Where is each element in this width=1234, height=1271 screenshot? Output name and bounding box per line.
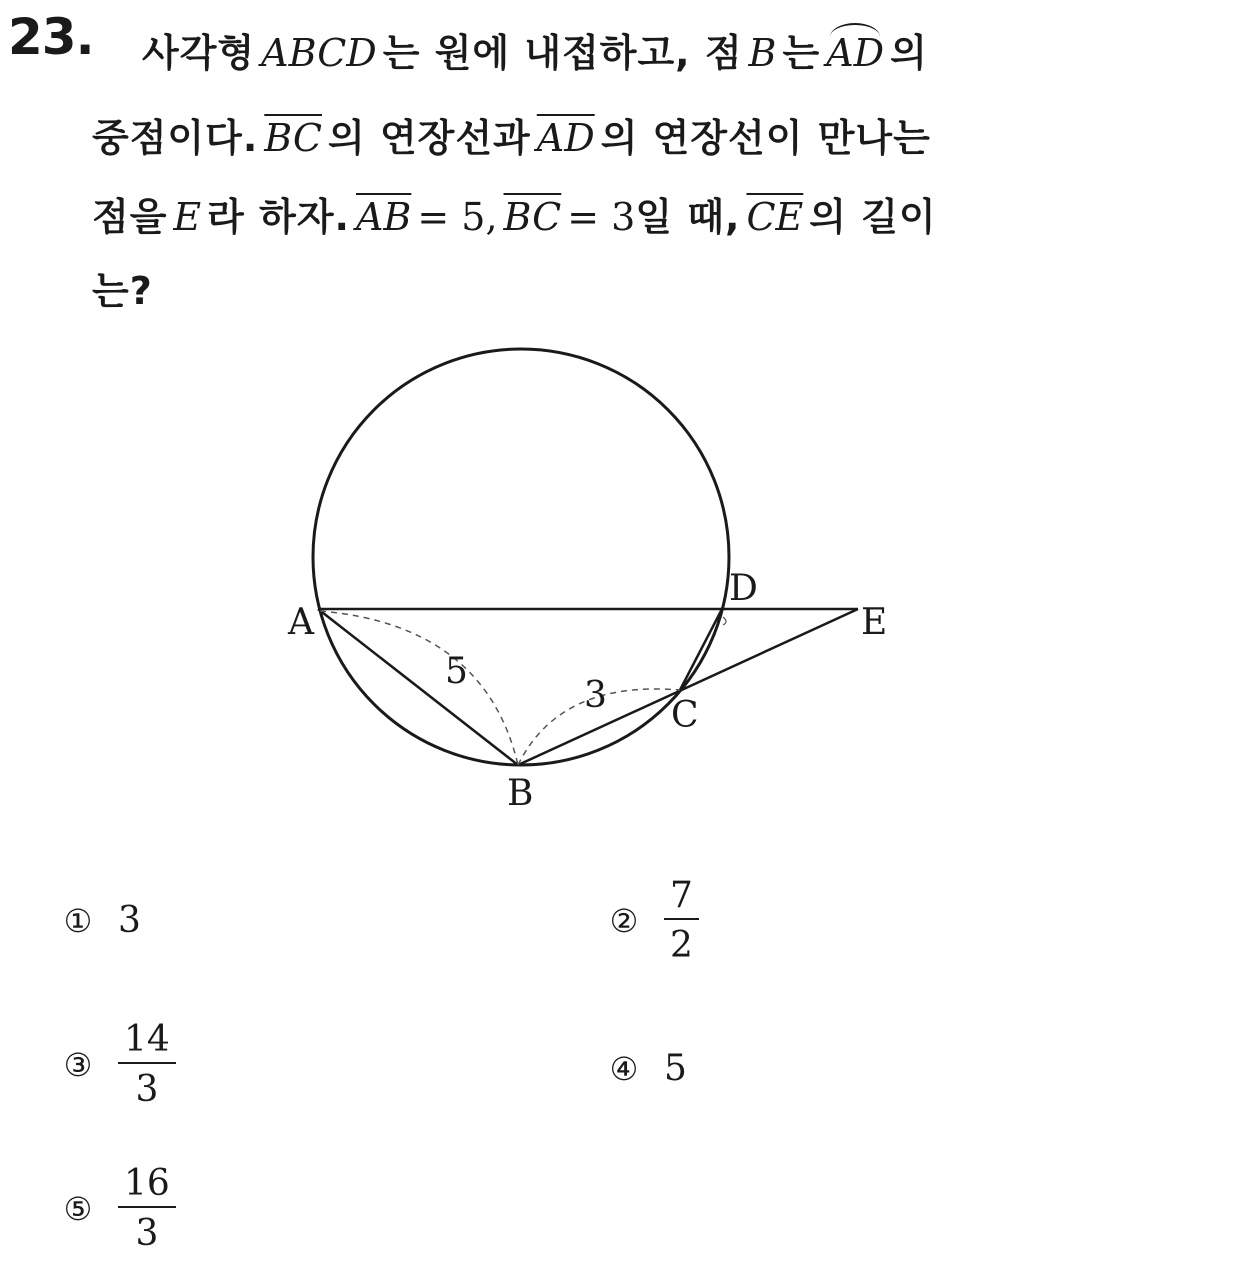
choice-marker: ⑤ — [63, 1189, 93, 1228]
angle-mark-d — [723, 617, 726, 625]
question-text: 의 길이 — [809, 195, 937, 239]
fraction-numerator: 14 — [118, 1020, 176, 1064]
choice-5[interactable] — [58, 1164, 176, 1253]
label-e: E — [861, 602, 888, 643]
segment-ab — [318, 609, 518, 765]
label-a: A — [288, 602, 314, 643]
question-number: 23. — [8, 8, 94, 66]
choice-fraction — [118, 1020, 176, 1109]
question-text: 점을 — [92, 195, 168, 239]
choice-value: 5 — [664, 1048, 687, 1089]
fraction-numerator: 16 — [118, 1164, 176, 1208]
choice-3[interactable] — [58, 1020, 176, 1109]
math-segment-ad: $\overline{AD}$ — [536, 116, 595, 160]
choice-marker: ④ — [609, 1049, 639, 1088]
fraction-denominator: 3 — [135, 1212, 159, 1254]
choice-4[interactable] — [604, 1048, 687, 1089]
label-c: C — [671, 695, 699, 736]
circle — [313, 349, 729, 765]
math-segment-bc: $\overline{BC}$ — [503, 195, 562, 239]
math-point-b: B — [748, 31, 777, 75]
question-text: 는 — [782, 31, 821, 75]
choice-1[interactable] — [58, 900, 141, 941]
choice-2[interactable] — [604, 876, 699, 965]
length-label-ab: 5 — [445, 651, 468, 692]
question-text: 의 — [890, 31, 928, 75]
question-line-4: 는? — [92, 269, 153, 313]
segment-be — [518, 609, 858, 765]
math-equals-5: = 5, — [417, 195, 498, 239]
fraction-numerator: 7 — [664, 876, 699, 920]
question-text: 사각형 — [142, 31, 256, 75]
math-segment-bc: $\overline{BC}$ — [264, 116, 322, 160]
segment-dc — [680, 609, 722, 690]
choice-marker: ③ — [63, 1045, 93, 1084]
math-arc-ad: AD — [826, 31, 885, 75]
question-text: 는 원에 내접하고, 점 — [382, 31, 743, 75]
math-segment-ce: $\overline{CE}$ — [746, 195, 804, 239]
choice-fraction — [118, 1164, 176, 1253]
math-point-e: E — [173, 195, 202, 239]
label-b: B — [507, 773, 534, 814]
math-segment-ab: $\overline{AB}$ — [355, 195, 412, 239]
fraction-denominator: 3 — [135, 1068, 159, 1110]
choice-marker: ② — [609, 901, 639, 940]
choice-marker: ① — [63, 901, 93, 940]
length-label-bc: 3 — [584, 675, 607, 716]
question-text: 라 하자. — [207, 195, 350, 239]
label-d: D — [729, 568, 758, 609]
question-text: 의 연장선과 — [328, 116, 531, 160]
choice-value: 3 — [118, 900, 141, 941]
math-quadrilateral: ABCD — [261, 31, 377, 75]
question-text: 의 연장선이 만나는 — [600, 116, 931, 160]
question-text: 중점이다. — [92, 116, 259, 160]
question-text: 일 때, — [635, 195, 741, 239]
fraction-denominator: 2 — [670, 924, 693, 966]
choice-fraction — [664, 876, 699, 965]
math-equals-3: = 3 — [567, 195, 636, 239]
